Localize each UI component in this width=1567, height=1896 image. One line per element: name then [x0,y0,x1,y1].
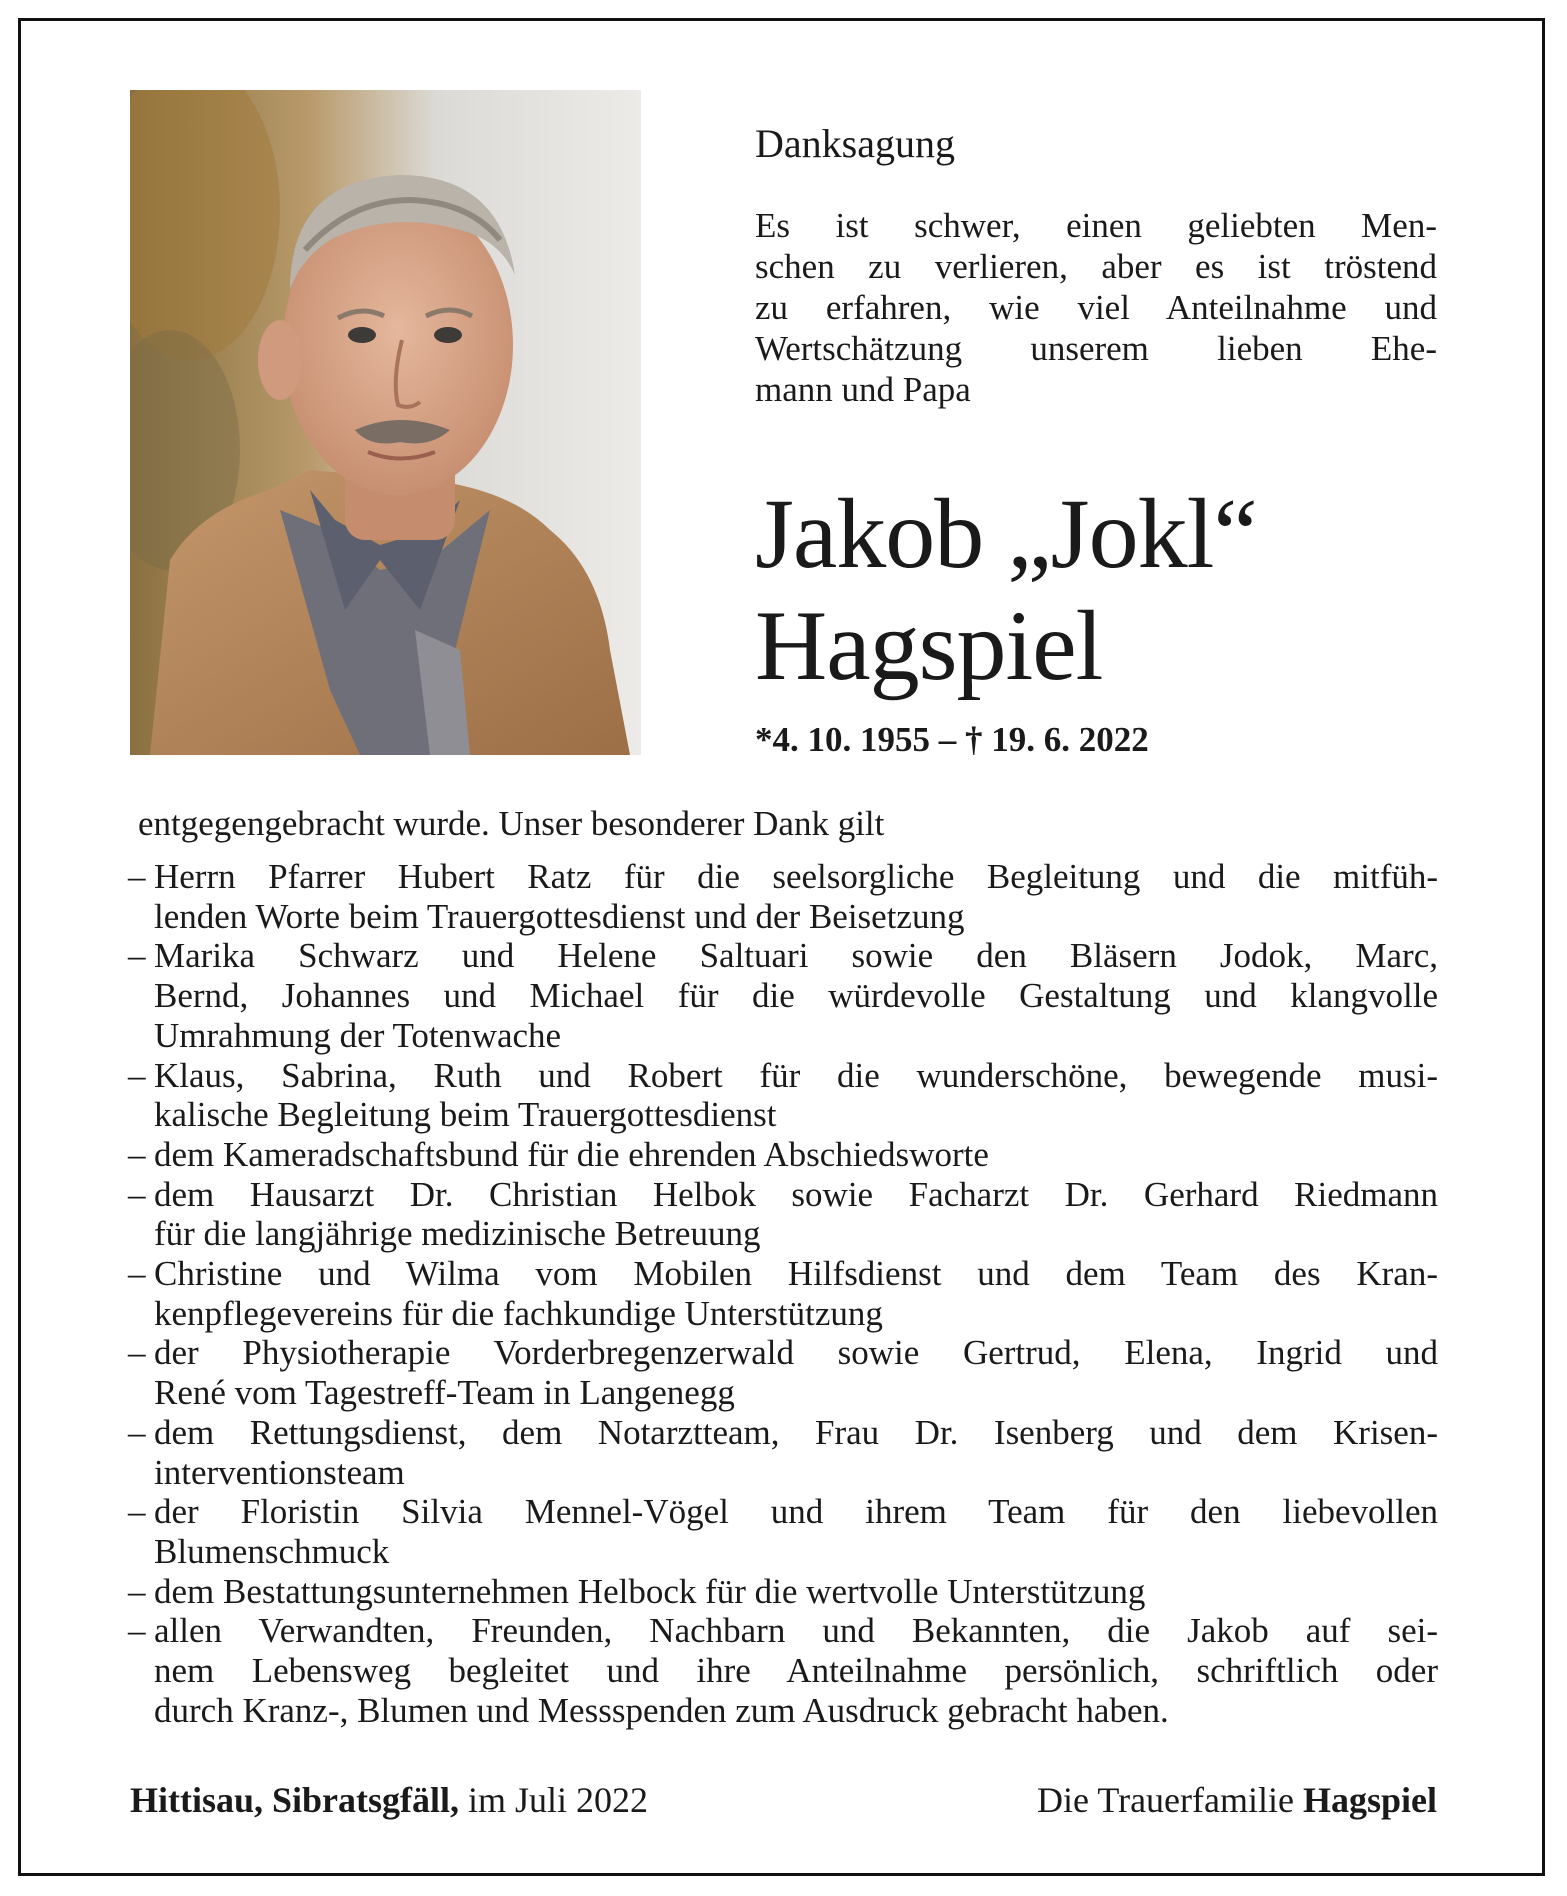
intro-paragraph [755,205,1437,410]
thanks-line: interventionsteam [154,1452,405,1492]
thanks-line: René vom Tagestreff-Team in Langenegg [154,1373,735,1413]
date: im Juli 2022 [468,1780,649,1820]
dash-marker: – [128,1254,146,1294]
thanks-line: Blumenschmuck [154,1531,390,1571]
thanks-line: Marika Schwarz und Helene Saltuari sowie den Bläsern Jodok, Marc, [154,936,1438,976]
thanks-item [128,1135,1438,1175]
thanks-line: kenpflegevereins für die fachkundige Unterstützung [154,1293,883,1333]
intro-line: mann und Papa [755,370,971,409]
thanks-item [128,1492,1438,1571]
thanks-line: für die langjährige medizinische Betreuung [154,1214,761,1254]
thanks-item [128,1254,1438,1333]
thanks-line: dem Hausarzt Dr. Christian Helbok sowie Facharzt Dr. Gerhard Riedmann [154,1174,1438,1214]
thanks-item [128,1413,1438,1492]
intro-line: schen zu verlieren, aber es ist tröstend [755,247,1437,286]
name-line-1: Jakob „Jokl“ [755,478,1257,589]
family-name: Hagspiel [1302,1780,1437,1820]
thanks-list [128,857,1438,1730]
thanks-line: nem Lebensweg begleitet und ihre Anteilnahme persönlich, schriftlich oder [154,1651,1438,1691]
dash-marker: – [128,1333,146,1373]
intro-line: zu erfahren, wie viel Anteilnahme und [755,288,1437,327]
thanks-line: lenden Worte beim Trauergottesdienst und der Beisetzung [154,896,965,936]
thanks-line: allen Verwandten, Freunden, Nachbarn und Bekannten, die Jakob auf sei- [154,1611,1438,1651]
thanks-line: durch Kranz-, Blumen und Messspenden zum Ausdruck gebracht haben. [154,1690,1169,1730]
intro-line: Es ist schwer, einen geliebten Men- [755,206,1437,245]
dash-marker: – [128,936,146,976]
thanks-line: dem Rettungsdienst, dem Notarztteam, Frau Dr. Isenberg und dem Krisen- [154,1412,1438,1452]
intro-line: Wertschätzung unserem lieben Ehe- [755,329,1437,368]
thanks-item [128,1611,1438,1730]
thanks-item [128,1333,1438,1412]
family-label: Die Trauerfamilie [1037,1780,1294,1820]
deceased-name [755,478,1257,702]
dash-marker: – [128,1055,146,1095]
thanks-line: dem Kameradschaftsbund für die ehrenden Abschiedsworte [154,1134,989,1174]
life-dates: *4. 10. 1955 – † 19. 6. 2022 [755,720,1149,759]
places: Hittisau, Sibratsgfäll, [130,1780,460,1820]
thanks-item [128,857,1438,936]
thanks-line: der Physiotherapie Vorderbregenzerwald sowie Gertrud, Elena, Ingrid und [154,1333,1438,1373]
portrait-photo [130,90,641,755]
thanks-item [128,1056,1438,1135]
thanks-line: Christine und Wilma vom Mobilen Hilfsdienst und dem Team des Kran- [154,1254,1438,1294]
thanks-line: der Floristin Silvia Mennel-Vögel und ihrem Team für den liebevollen [154,1492,1438,1532]
name-line-2: Hagspiel [755,590,1103,701]
thanks-intro: entgegengebracht wurde. Unser besonderer Dank gilt [138,804,885,843]
dash-marker: – [128,1571,146,1611]
dash-marker: – [128,1134,146,1174]
thanks-item [128,1175,1438,1254]
thanks-line: Herrn Pfarrer Hubert Ratz für die seelsorgliche Begleitung und die mitfüh- [154,857,1438,896]
thanks-line: Klaus, Sabrina, Ruth und Robert für die wunderschöne, bewegende musi- [154,1055,1438,1095]
thanks-item [128,1572,1438,1612]
family-signature [1037,1782,1437,1818]
heading: Danksagung [755,121,955,166]
thanks-item [128,936,1438,1055]
dash-marker: – [128,1174,146,1214]
thanks-line: Bernd, Johannes und Michael für die würdevolle Gestaltung und klangvolle [154,976,1438,1016]
thanks-line: kalische Begleitung beim Trauergottesdienst [154,1095,777,1135]
thanks-line: dem Bestattungsunternehmen Helbock für die wertvolle Unterstützung [154,1571,1146,1611]
dash-marker: – [128,1412,146,1452]
dash-marker: – [128,1492,146,1532]
dash-marker: – [128,857,146,896]
thanks-line: Umrahmung der Totenwache [154,1015,562,1055]
place-date [130,1782,648,1818]
dash-marker: – [128,1611,146,1651]
